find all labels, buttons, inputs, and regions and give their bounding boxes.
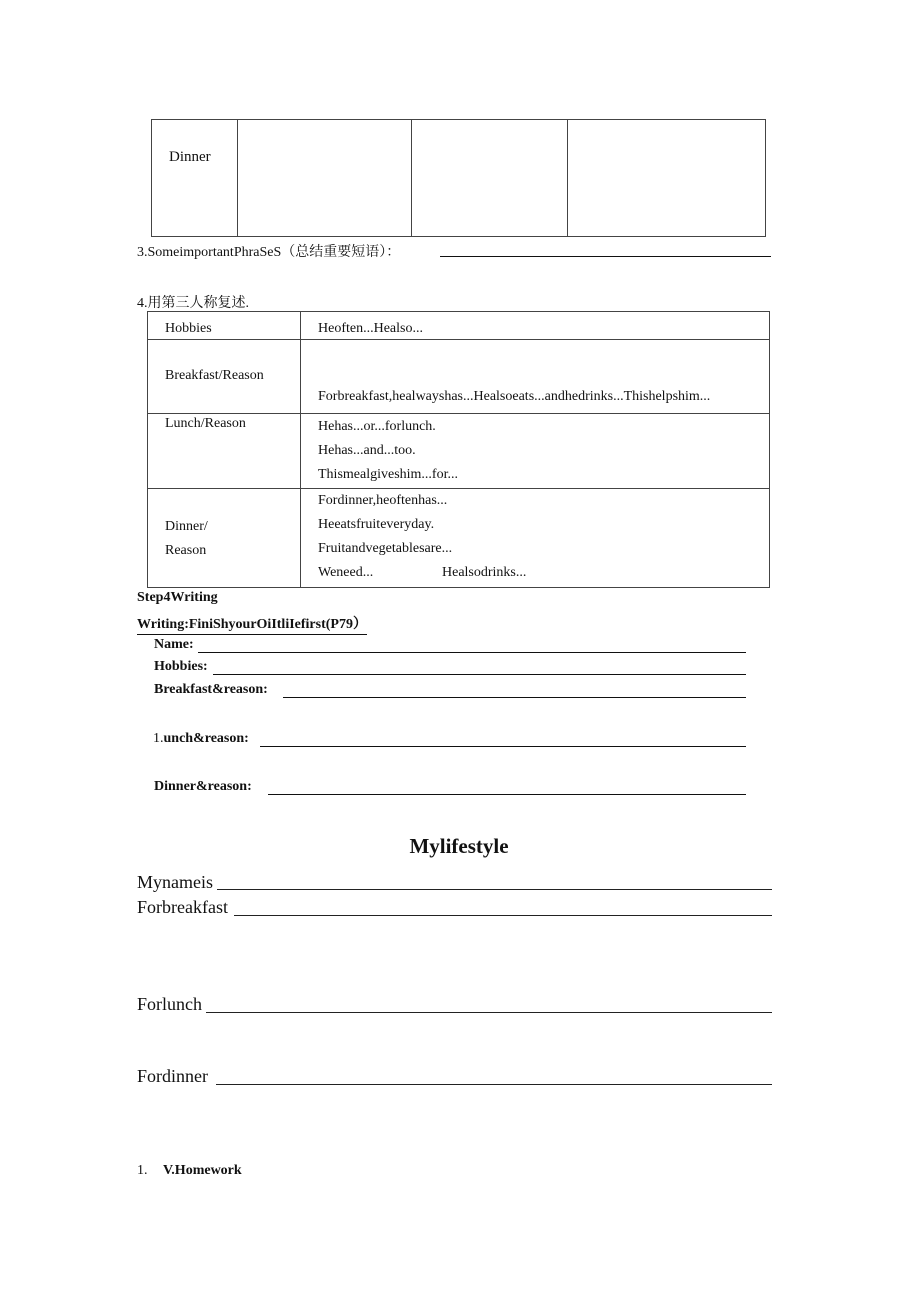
retell-content-cell <box>301 489 770 588</box>
dinner-reason-label: Dinner&reason: <box>154 779 252 794</box>
lunch-label-text: unch&reason: <box>163 731 249 746</box>
retell-content-cell <box>301 414 770 489</box>
meal-table-label-cell <box>152 120 238 237</box>
myname-field[interactable] <box>217 872 772 890</box>
dinner-reason-field[interactable] <box>268 779 746 795</box>
meal-table <box>151 119 766 237</box>
retell-text: Weneed... <box>318 565 374 580</box>
retell-text: Hehas...and...too. <box>318 443 416 458</box>
homework-number: 1. <box>137 1163 148 1178</box>
retell-label-cell <box>148 414 301 489</box>
step4-title: Step4Writing <box>137 590 218 605</box>
lunch-number: 1. <box>153 731 164 746</box>
lunch-reason-label <box>153 731 249 747</box>
phrases-label: 3.SomeimportantPhraSeS（总结重要短语）： <box>137 245 401 260</box>
retell-text: Thismealgiveshim...for... <box>318 467 458 482</box>
lifestyle-title: Mylifestyle <box>409 834 509 858</box>
retell-text: Forbreakfast,healwayshas...Healsoeats...andhedrinks...Thishelpshim... <box>318 389 711 404</box>
meal-table-dinner-label: Dinner <box>169 149 211 165</box>
step4-subtitle: Writing:FiniShyourOiItliIefirst(P79） <box>137 613 367 635</box>
retell-text: Heoften...Healso... <box>318 321 423 336</box>
retell-content-cell <box>301 312 770 340</box>
breakfast-field[interactable] <box>234 898 772 916</box>
retell-label-reason: Reason <box>165 543 207 558</box>
meal-table-cell[interactable] <box>238 120 412 237</box>
retell-text: Fordinner,heoftenhas... <box>318 493 448 508</box>
retell-heading: 4.用第三人称复述. <box>137 296 249 311</box>
retell-content-cell <box>301 340 770 414</box>
name-field[interactable] <box>198 637 746 653</box>
retell-label-cell <box>148 312 301 340</box>
retell-text: Hehas...or...forlunch. <box>318 419 436 434</box>
breakfast-label: Forbreakfast <box>137 897 228 917</box>
retell-label-lunch: Lunch/Reason <box>165 416 246 431</box>
retell-text: Heeatsfruiteveryday. <box>318 517 435 532</box>
table-row <box>148 414 770 489</box>
retell-label-cell <box>148 340 301 414</box>
dinner-label: Fordinner <box>137 1066 208 1086</box>
retell-label-hobbies: Hobbies <box>165 321 212 336</box>
retell-table <box>147 311 770 588</box>
table-row <box>148 312 770 340</box>
lunch-reason-field[interactable] <box>260 731 746 747</box>
breakfast-reason-label: Breakfast&reason: <box>154 682 268 697</box>
phrases-fill-line[interactable] <box>440 240 771 257</box>
lunch-label: Forlunch <box>137 994 202 1014</box>
myname-label: Mynameis <box>137 872 213 892</box>
meal-table-cell[interactable] <box>568 120 766 237</box>
homework-heading <box>137 1163 242 1179</box>
name-label: Name: <box>154 637 194 652</box>
table-row <box>148 340 770 414</box>
table-row <box>148 489 770 588</box>
hobbies-field[interactable] <box>213 659 746 675</box>
retell-text: Fruitandvegetablesare... <box>318 541 453 556</box>
retell-label-dinner: Dinner/ <box>165 519 208 534</box>
lunch-field[interactable] <box>206 995 772 1013</box>
breakfast-reason-field[interactable] <box>283 682 746 698</box>
retell-label-breakfast: Breakfast/Reason <box>165 368 264 383</box>
retell-text: Healsodrinks... <box>442 565 527 580</box>
retell-label-cell <box>148 489 301 588</box>
dinner-field[interactable] <box>216 1067 772 1085</box>
meal-table-cell[interactable] <box>412 120 568 237</box>
hobbies-label: Hobbies: <box>154 659 208 674</box>
homework-label: V.Homework <box>163 1163 242 1178</box>
